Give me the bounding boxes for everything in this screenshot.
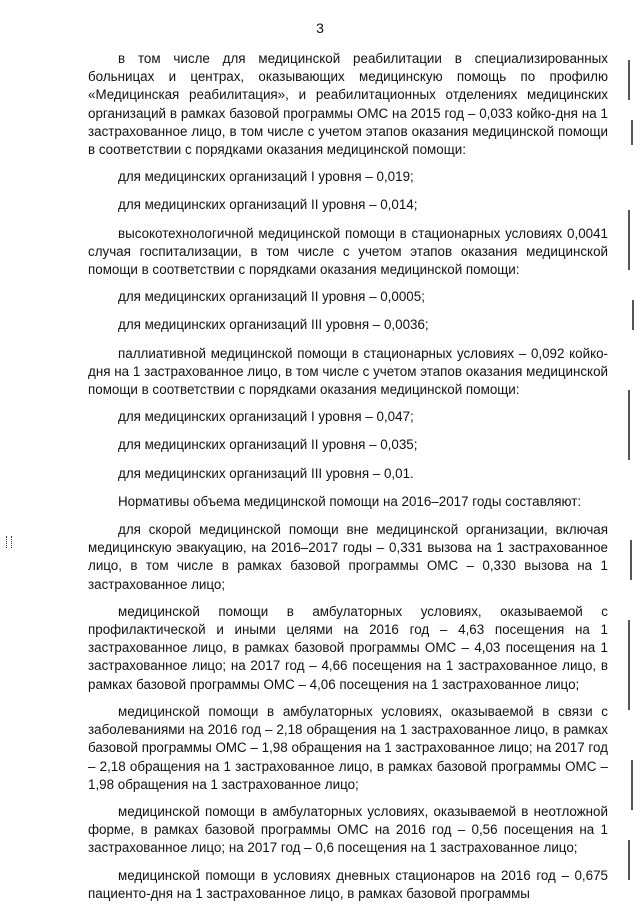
paragraph-rehab-level-1: для медицинских организаций I уровня – 0,019; <box>118 169 414 185</box>
paragraph-palliative-level-2: для медицинских организаций II уровня – 0,035; <box>118 437 418 453</box>
paragraph-palliative-level-1: для медицинских организаций I уровня – 0,047; <box>118 409 414 425</box>
paragraph-outpatient-preventive: медицинской помощи в амбулаторных условиях, оказываемой с профилактической и иными целями на 2016 год – 4,63 посещения на 1 застрахованное лицо, в рамках базовой программы ОМС – 4,03 посещения на 1 застрахованное лицо; на 2017 год – 4,66 посещения на 1 застрахованное лицо, в рамках базовой программы ОМС – 4,06 посещения на 1 застрахованное лицо; <box>88 603 608 692</box>
paragraph-high-tech-level-2: для медицинских организаций II уровня – 0,0005; <box>118 289 425 305</box>
page-number: 3 <box>316 20 324 36</box>
paragraph-outpatient-disease: медицинской помощи в амбулаторных условиях, оказываемой в связи с заболеваниями на 2016 год – 2,18 обращения на 1 застрахованное лицо, в рамках базовой программы ОМС – 1,98 обращения на 1 застрахованное лицо; на 2017 год – 2,18 обращения на 1 застрахованное лицо, в рамках базовой программы ОМС – 1,98 обращения на 1 застрахованное лицо; <box>88 703 608 792</box>
paragraph-palliative: паллиативной медицинской помощи в стационарных условиях – 0,092 койко-дня на 1 застрахованное лицо, в том числе с учетом этапов оказания медицинской помощи в соответствии с порядками оказания медицинской помощи: <box>88 345 608 398</box>
paragraph-rehab-level-2: для медицинских организаций II уровня – 0,014; <box>118 197 418 213</box>
paragraph-day-hospital: медицинской помощи в условиях дневных стационаров на 2016 год – 0,675 пациенто-дня на 1 застрахованное лицо, в рамках базовой программы <box>88 867 608 901</box>
scan-edge-artifact <box>628 60 636 890</box>
paragraph-norms-heading: Нормативы объема медицинской помощи на 2016–2017 годы составляют: <box>118 493 582 509</box>
paragraph-high-tech-level-3: для медицинских организаций III уровня – 0,0036; <box>118 317 429 333</box>
paragraph-high-tech: высокотехнологичной медицинской помощи в стационарных условиях 0,0041 случая госпитализации, в том числе с учетом этапов оказания медицинской помощи в соответствии с порядками оказания медицинской помощи: <box>88 225 608 278</box>
paragraph-emergency: для скорой медицинской помощи вне медицинской организации, включая медицинскую эвакуацию, на 2016–2017 годы – 0,331 вызова на 1 застрахованное лицо, в том числе в рамках базовой программы ОМС – 0,330 вызова на 1 застрахованное лицо; <box>88 522 608 592</box>
paragraph-rehabilitation: в том числе для медицинской реабилитации в специализированных больницах и центрах, оказывающих медицинскую помощь по профилю «Медицинская реабилитация», и реабилитационных отделениях медицинских организаций в рамках базовой программы ОМС на 2015 год – 0,033 койко-дня на 1 застрахованное лицо, в том числе с учетом этапов оказания медицинской помощи в соответствии с порядками оказания медицинской помощи: <box>88 51 608 158</box>
paragraph-palliative-level-3: для медицинских организаций III уровня – 0,01. <box>118 465 414 481</box>
document-body <box>88 50 608 912</box>
scan-margin-mark <box>6 536 12 548</box>
paragraph-outpatient-urgent: медицинской помощи в амбулаторных условиях, оказываемой в неотложной форме, в рамках базовой программы ОМС на 2016 год – 0,56 посещения на 1 застрахованное лицо; на 2017 год – 0,6 посещения на 1 застрахованное лицо; <box>88 803 608 856</box>
